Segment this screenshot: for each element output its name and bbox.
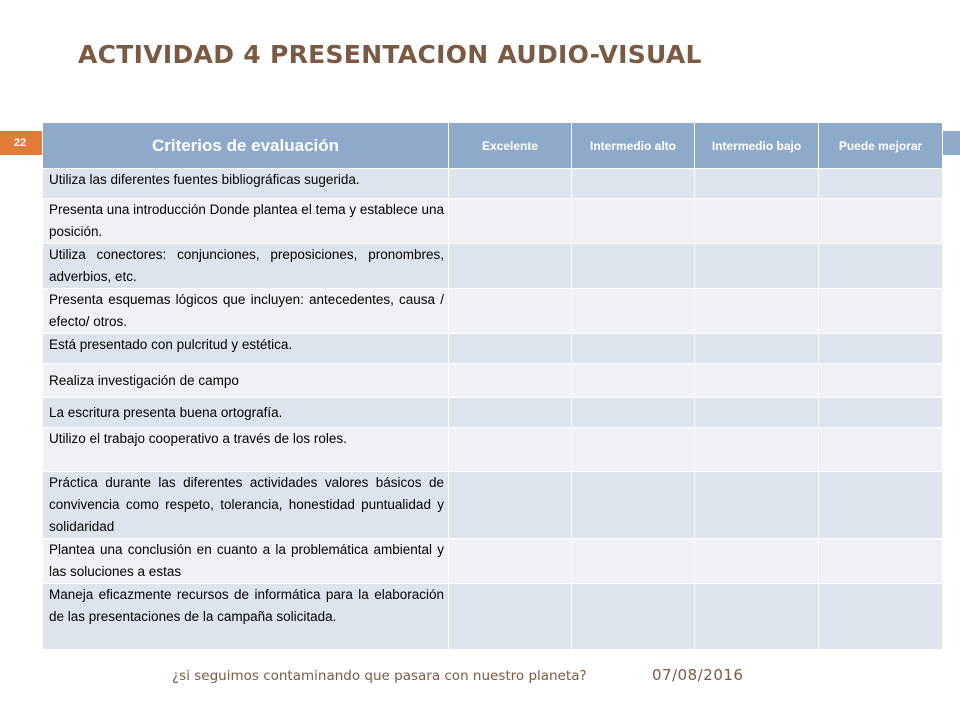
rating-cell[interactable] [449,398,572,428]
rating-cell[interactable] [572,289,695,334]
footer-date: 07/08/2016 [652,666,744,684]
rating-cell[interactable] [572,472,695,539]
criterion-text: Plantea una conclusión en cuanto a la problemática ambiental y las soluciones a estas [43,539,449,584]
header-excelente: Excelente [449,123,572,169]
rating-cell[interactable] [572,244,695,289]
rating-cell[interactable] [819,199,943,244]
rating-cell[interactable] [695,364,819,398]
table-row [43,584,943,650]
table-row [43,334,943,364]
header-intermedio-bajo: Intermedio bajo [695,123,819,169]
rating-cell[interactable] [449,169,572,199]
criterion-text: Práctica durante las diferentes actividades valores básicos de convivencia como respeto, tolerancia, honestidad puntualidad y solidaridad [43,472,449,539]
table-row [43,289,943,334]
rating-cell[interactable] [695,244,819,289]
rating-cell[interactable] [819,398,943,428]
slide-number: 22 [13,137,27,149]
criterion-text: Maneja eficazmente recursos de informática para la elaboración de las presentaciones de la campaña solicitada. [43,584,449,650]
rating-cell[interactable] [572,428,695,472]
criterion-text: Realiza investigación de campo [43,364,449,398]
rating-cell[interactable] [572,539,695,584]
rating-cell[interactable] [572,169,695,199]
rating-cell[interactable] [572,364,695,398]
rating-cell[interactable] [449,472,572,539]
rating-cell[interactable] [819,364,943,398]
evaluation-table [42,122,943,650]
header-intermedio-alto: Intermedio alto [572,123,695,169]
rating-cell[interactable] [695,199,819,244]
table-row [43,199,943,244]
table-row [43,472,943,539]
rating-cell[interactable] [572,398,695,428]
table-row [43,169,943,199]
criterion-text: Está presentado con pulcritud y estética. [43,334,449,364]
header-criteria: Criterios de evaluación [43,123,449,169]
header-puede-mejorar: Puede mejorar [819,123,943,169]
criterion-text: La escritura presenta buena ortografía. [43,398,449,428]
rating-cell[interactable] [572,199,695,244]
accent-bar-right [940,131,960,155]
rating-cell[interactable] [819,539,943,584]
rating-cell[interactable] [695,428,819,472]
slide-title: ACTIVIDAD 4 PRESENTACION AUDIO-VISUAL [78,40,702,69]
rating-cell[interactable] [449,428,572,472]
criterion-text: Utiliza las diferentes fuentes bibliográficas sugerida. [43,169,449,199]
rating-cell[interactable] [572,584,695,650]
rating-cell[interactable] [449,334,572,364]
rating-cell[interactable] [819,334,943,364]
table-row [43,244,943,289]
rating-cell[interactable] [449,199,572,244]
rating-cell[interactable] [819,244,943,289]
table-row [43,428,943,472]
rating-cell[interactable] [695,584,819,650]
table-row [43,539,943,584]
rating-cell[interactable] [449,244,572,289]
rating-cell[interactable] [695,472,819,539]
table-header-row [43,123,943,169]
rating-cell[interactable] [695,334,819,364]
criterion-text: Utiliza conectores: conjunciones, preposiciones, pronombres, adverbios, etc. [43,244,449,289]
rating-cell[interactable] [449,539,572,584]
rating-cell[interactable] [695,398,819,428]
rating-cell[interactable] [449,584,572,650]
footer-caption: ¿si seguimos contaminando que pasara con nuestro planeta? [172,668,587,684]
rating-cell[interactable] [819,428,943,472]
criterion-text: Presenta esquemas lógicos que incluyen: antecedentes, causa / efecto/ otros. [43,289,449,334]
criterion-text: Utilizo el trabajo cooperativo a través de los roles. [43,428,449,472]
rating-cell[interactable] [572,334,695,364]
rating-cell[interactable] [449,364,572,398]
rating-cell[interactable] [819,584,943,650]
table-row [43,364,943,398]
rating-cell[interactable] [819,472,943,539]
rating-cell[interactable] [449,289,572,334]
rating-cell[interactable] [695,539,819,584]
table-row [43,398,943,428]
rating-cell[interactable] [819,289,943,334]
rating-cell[interactable] [695,289,819,334]
criterion-text: Presenta una introducción Donde plantea el tema y establece una posición. [43,199,449,244]
rating-cell[interactable] [819,169,943,199]
rating-cell[interactable] [695,169,819,199]
